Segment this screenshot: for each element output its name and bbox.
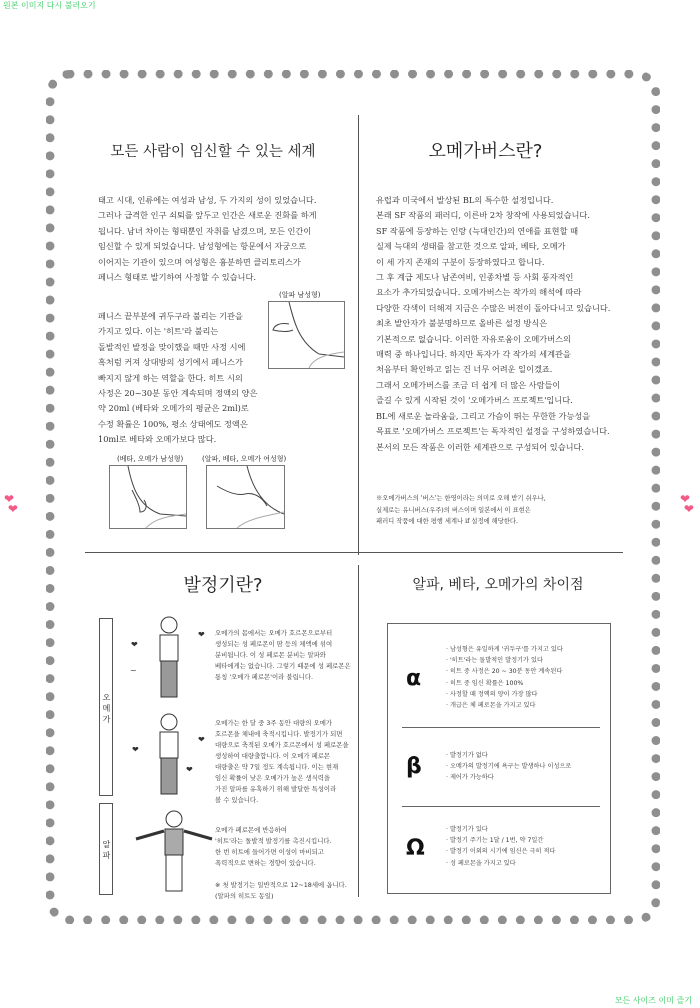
- section-title-difference: 알파, 베타, 오메가의 차이점: [412, 577, 584, 593]
- divider-top: [358, 115, 359, 555]
- heart-icon-left: ❤ ❤: [4, 492, 18, 516]
- svg-text:❤: ❤: [132, 745, 139, 754]
- heat-text-1: 오메가의 몸에서는 오메가 호르몬으로부터 생성되는 성 페로몬이 땀 등의 체액에 섞여 분비됩니다. 이 성 페로몬 분비는 알파와 베타에게는 없습니다. 그렇기 때문에 성 페로몬은 통칭 '오메가 페로몬'이라 불립니다.: [215, 629, 351, 682]
- side-tab-omega: 오메가: [99, 618, 113, 796]
- image-label-alpha: (알파 남성형): [279, 291, 321, 299]
- heat-text-2: 오메가는 한 달 중 3주 동안 대량의 오메가 호르몬을 체내에 축적시킵니다. 발정기가 되면 대량으로 축적된 오메가 호르몬에서 성 페로몬을 생성하여 대량출합니다. 이 오메가 페로몬 대량출은 약 7일 정도 계속됩니다. 이는 현재 임신 확률이 낮은 오메가가 높은 생식력을 가진 알파를 유혹하기 위해 발달한 특성이라 볼 수 있습니다.: [215, 719, 349, 805]
- svg-text:❤: ❤: [131, 640, 138, 649]
- image-label-beta-omega-male: (베타, 오메가 남성형): [117, 455, 184, 463]
- section-title-omegaverse: 오메가버스란?: [428, 141, 543, 162]
- difference-table: [387, 623, 611, 894]
- beta-omega-male-illustration: [109, 465, 187, 529]
- heat-text-3: 오메가 페로몬에 반응하여 '히트'라는 돌발적 발정기를 촉진시킵니다. 한 번 히트에 들어가면 이성이 마비되고 폭력적으로 변하는 경향이 있습니다. ※ 첫 발정기는 일반적으로 12~18세에 옵니다. (알파의 히트도 동일): [215, 826, 347, 901]
- omegaverse-note: ※오메가버스의 '버스'는 한영이라는 의미로 오해 받기 쉬우나, 실제로는 유니버스(우주)의 버스이며 일본에서 이 표현은 패러디 작품에 대한 평행 세계나 if 설정에 해당한다.: [376, 495, 546, 525]
- omega-traits-list: [446, 824, 555, 869]
- list-item: · 남성형은 유일하게 '귀두구'를 가지고 있다: [446, 644, 563, 655]
- list-item: · 발정기가 없다: [446, 750, 571, 761]
- body-sketch-icon: [110, 466, 186, 528]
- svg-text:~: ~: [130, 666, 137, 675]
- heart-icon-right: ❤ ❤: [680, 492, 694, 516]
- beta-traits-list: [446, 750, 571, 784]
- list-item: · 히트 중 임신 확률은 100%: [446, 678, 563, 689]
- list-item: · 개급은 체 페로몬을 가지고 있다: [446, 700, 563, 711]
- alpha-figure-icon: [126, 809, 226, 899]
- enjoy-all-sizes-link[interactable]: 모든 사이즈 이미 즐기: [614, 996, 692, 1005]
- world-paragraph-1: 태고 시대, 인류에는 여성과 남성, 두 가지의 성이 있었습니다. 그러나 급격한 인구 쇠퇴를 앞두고 인간은 새로운 진화를 하게 됩니다. 남녀 차이는 형태뿐인 자취를 남겼으며, 모든 인간이 임신할 수 있게 되었습니다. 남성형에는 항문에서 자궁으로 이어지는 기관이 있으며 여성형은 흉분하면 클리토리스가 페니스 형태로 발기하여 사정할 수 있습니다.: [98, 195, 317, 283]
- list-item: · 오메가의 발정기에 욕구는 발생하나 이성으로: [446, 761, 571, 772]
- omega-symbol: Ω: [406, 836, 425, 861]
- list-item: · 발정기 이외의 시기에 임신은 극히 적다: [446, 846, 555, 857]
- omega-figure-2-icon: [126, 712, 216, 807]
- image-label-female: (알파, 베타, 오메가 여성형): [202, 455, 287, 463]
- divider-bottom: [358, 565, 359, 897]
- alpha-symbol: α: [406, 666, 422, 691]
- alpha-traits-list: [446, 644, 563, 711]
- table-divider: [402, 806, 600, 807]
- svg-text:❤: ❤: [198, 630, 205, 639]
- world-paragraph-2: 페니스 끝부분에 귀두구라 불리는 기관을 가지고 있다. 이는 '히트'라 불리는 돌발적인 발정을 맞이했을 때만 사정 시에 혹처럼 커져 상대방의 성기에서 페니스가 빠지지 않게 하는 역할을 한다. 히트 시의 사정은 20~30분 동안 계속되며 정액의 양은 약 20ml (베타와 오메가의 평균은 2ml)로 수정 확률은 100%, 평소 상태에도 정액은 10ml로 베타와 오메가보다 많다.: [98, 311, 258, 445]
- list-item: · 사정할 때 정액의 양이 가장 많다: [446, 689, 563, 700]
- list-item: · 발정기가 있다: [446, 824, 555, 835]
- reload-original-link[interactable]: 원본 이미지 다시 불러오기: [3, 1, 96, 10]
- female-illustration: [206, 465, 285, 529]
- svg-text:❤: ❤: [186, 765, 193, 774]
- beta-symbol: β: [406, 754, 422, 779]
- list-item: · 성 페로몬을 가지고 있다: [446, 858, 555, 869]
- page-content: [63, 87, 643, 907]
- list-item: · '히트'라는 돌발적인 발정기가 있다: [446, 655, 563, 666]
- omega-figure-1-icon: [126, 615, 216, 710]
- section-title-world: 모든 사람이 임신할 수 있는 세계: [110, 144, 316, 160]
- divider-middle: [85, 552, 623, 553]
- omegaverse-paragraph: 유럽과 미국에서 발상된 BL의 특수한 설정입니다. 본래 SF 작품의 패러디, 이른바 2차 창작에 사용되었습니다. SF 작품에 등장하는 인랑 (늑대인간)의 연애를 표현할 때 실제 늑대의 생태를 참고한 것으로 알파, 베타, 오메가 이 세 가지 존재의 구분이 등장하였다고 합니다. 그 후 계급 제도나 남존여비, 인종차별 등 사회 풍자적인 요소가 추가되었습니다. 오메가버스는 작가의 해석에 따라 다양한 각색이 더해져 지금은 수많은 버전이 돌아다니고 있습니다. 최초 발안자가 불분명하므로 올바른 설정 방식은 기본적으로 없습니다. 이러한 자유로움이 오메가버스의 매력 중 하나입니다. 하지만 독자가 각 작가의 세계관을 처음부터 확인하고 읽는 건 너무 어려운 일이겠죠. 그래서 오메가버스를 조금 더 쉽게 더 많은 사람들이 즐길 수 있게 시작된 것이 '오메가버스 프로젝트'입니다. BL에 새로운 놀라움을, 그리고 가슴이 뛰는 무한한 가능성을 목표로 '오메가버스 프로젝트'는 독자적인 설정을 구성하였습니다. 본서의 모든 작품은 이러한 세계관으로 구성되어 있습니다.: [376, 195, 611, 452]
- list-item: · 발정기 주기는 1달 / 1번, 약 7일간: [446, 835, 555, 846]
- list-item: · 제어가 가능하다: [446, 772, 571, 783]
- svg-text:❤: ❤: [198, 735, 205, 744]
- section-title-heat: 발정기란?: [183, 575, 263, 596]
- body-sketch-icon: [207, 466, 284, 528]
- table-divider: [402, 727, 600, 728]
- list-item: · 히트 중 사정은 20 ~ 30분 동안 계속된다: [446, 666, 563, 677]
- page-frame: [46, 70, 660, 924]
- side-tab-alpha: 알파: [99, 803, 113, 895]
